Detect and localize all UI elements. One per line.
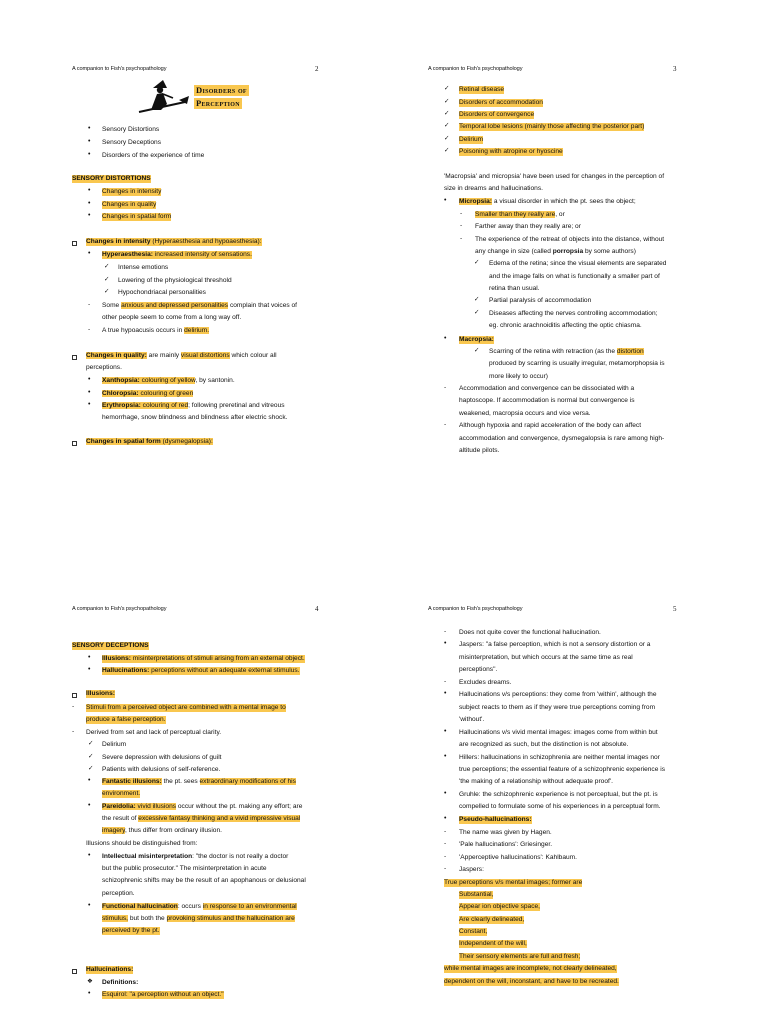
para: produced by scarring is usually irregular, metamorphopsia is <box>489 360 665 367</box>
para: true perceptions; the essential feature of a schizophrenic experience is <box>459 766 665 773</box>
check-item: Temporal lobe lesions (mainly those affecting the posterior part) <box>459 123 645 130</box>
page-3: A companion to Fish's psychopathology 3 ✓ Retinal disease ✓ Disorders of accommodation ✓ Disorders of convergence ✓ Temporal lobe lesions (mainly those affecting the posterior part) ✓ Delirium ✓ Poisoning with atropine or hyoscine 'Macropsia' and micropsia' have been used for changes in the perception of size in dreams and hallucinations. • Micropsia: a visual disorder in which the pt. sees the object; - Smaller than they really are, or - Farther away than they really are; or - The experience of the retreat of objects into the distance, without any change in size (called porropsia by some authors) ✓ Edema of the retina; since the visual elements are separated and the image falls on what is functionally a smaller part of retina than usual. ✓ Partial paralysis of accommodation ✓ Diseases affecting the nerves controlling accommodation; eg. chronic arachnoiditis affecting the optic chiasma. • Macropsia: ✓ Scarring of the retina with retraction (as the distortion produced by scarring is usually irregular, metamorphopsia is more likely to occur) - Accommodation and convergence can be dissociated with a haptoscope. If accommodation is normal but convergence is weakened, macropsia occurs and vice versa. - Although hypoxia and rapid acceleration of the body can affect accommodation and convergence, dysmegalopsia is rare among high- altitude pilots. <box>428 65 677 454</box>
para: perceived by the pt. <box>102 927 160 934</box>
para: the result of excessive fantasy thinking and a vivid impressive visual <box>102 815 301 822</box>
para: True perceptions v/s mental images; former are <box>444 879 583 886</box>
running-header: A companion to Fish's psychopathology <box>72 606 167 612</box>
para: Does not quite cover the functional hallucination. <box>459 629 601 636</box>
page-number: 3 <box>673 65 677 73</box>
page-number: 5 <box>673 605 677 613</box>
para: Jaspers: <box>459 866 484 873</box>
page-5: A companion to Fish's psychopathology 5 - Does not quite cover the functional hallucination. • Jaspers: "a false perception, which is not a sensory distortion or a misinterpretation, but which occurs at the same time as real perceptions". - Excludes dreams. • Hallucinations v/s perceptions: they come from 'within', although the subject reacts to them as if they were true perceptions coming from 'without'. • Hallucinations v/s vivid mental images: images come from within but are recognized as such, but the distinction is not absolute. • Hillers: hallucinations in schizophrenia are neither mental images nor true perceptions; the essential feature of a schizophrenic experience is 'the making of a relationship without adequate proof'. • Gruhle: the schizophrenic experience is not perceptual, but the pt. is compelled to formulate some of his experiences in a perceptual form. • Pseudo-hallucinations: - The name was given by Hagen. - 'Pale hallucinations': Griesinger. - 'Apperceptive hallucinations': Kahlbaum. - Jaspers: True perceptions v/s mental images; former are Substantial, Appear ion objective space, Are clearly delineated, Constant, Independent of the will, Their sensory elements are full and fresh; while mental images are incomplete, not clearly delineated, dependent on the will, inconstant, and have to be recreated. <box>428 605 677 985</box>
list-item: Changes in quality <box>102 201 157 208</box>
para: Hillers: hallucinations in schizophrenia are neither mental images nor <box>459 754 660 761</box>
para: compelled to formulate some of his experiences in a perceptual form. <box>459 803 661 810</box>
intro-item: Disorders of the experience of time <box>102 152 205 159</box>
check-item: Disorders of accommodation <box>459 99 543 106</box>
title-line-1: Disorders of <box>196 85 247 95</box>
para: Erythropsia: colouring of red; following preretinal and vitreous <box>102 402 285 409</box>
para: but the public prosecutor." The misinterpretation in acute <box>102 865 267 872</box>
para: imagery, thus differ from ordinary illusion. <box>102 827 222 834</box>
check-item: Hypochondriacal personalities <box>118 289 206 296</box>
para: Intellectual misinterpretation: "the doctor is not really a doctor <box>102 853 289 860</box>
check-item: Retinal disease <box>459 86 505 93</box>
para: Definitions: <box>102 979 139 986</box>
para: subject reacts to them as if they were true perceptions coming from <box>459 704 656 711</box>
para: hemorrhage, snow blindness and blindness after electric shock. <box>102 414 288 421</box>
para: Illusions should be distinguished from: <box>86 840 198 847</box>
check-item: Poisoning with atropine or hyoscine <box>459 148 563 155</box>
para: haptoscope. If accommodation is normal but convergence is <box>459 397 635 404</box>
section-heading: SENSORY DISTORTIONS <box>72 175 151 182</box>
list-item: Changes in spatial form <box>102 213 172 220</box>
para: Changes in spatial form (dysmegalopsia): <box>86 438 213 445</box>
running-header: A companion to Fish's psychopathology <box>72 66 167 72</box>
para: schizophrenic shifts may be the result of an apophanous or delusional <box>102 877 306 884</box>
para: Pareidolia: vivid illusions occur without the pt. making any effort; are <box>102 803 303 810</box>
page-number: 2 <box>315 65 319 73</box>
running-header: A companion to Fish's psychopathology <box>428 66 523 72</box>
para: 'without'. <box>459 716 485 723</box>
list-item: Appear ion objective space, <box>459 903 541 910</box>
para: more likely to occur) <box>489 373 548 380</box>
para: Scarring of the retina with retraction (as the distortion <box>489 348 644 355</box>
list-item: Changes in intensity <box>102 188 162 195</box>
para: Changes in intensity (Hyperaesthesia and hypoaesthesia): <box>86 238 262 245</box>
check-item: Severe depression with delusions of guilt <box>102 754 222 761</box>
para: A true hypoacusis occurs in delirium. <box>102 327 210 334</box>
para: Jaspers: "a false perception, which is not a sensory distortion or a <box>459 641 651 648</box>
para: Although hypoxia and rapid acceleration of the body can affect <box>459 422 642 429</box>
para: size in dreams and hallucinations. <box>444 185 543 192</box>
para: are recognized as such, but the distinction is not absolute. <box>459 741 629 748</box>
para: Excludes dreams. <box>459 679 512 686</box>
para: Farther away than they really are; or <box>475 223 581 230</box>
page-4: A companion to Fish's psychopathology 4 SENSORY DECEPTIONS • Illusions: misinterpretations of stimuli arising from an external object. • Hallucinations: perceptions without an adequate external stimulus. Illusions: - Stimuli from a perceived object are combined with a mental image to produce a false perception. - Derived from set and lack of perceptual clarity. ✓ Delirium ✓ Severe depression with delusions of guilt ✓ Patients with delusions of self-reference. • Fantastic illusions: the pt. sees extraordinary modifications of his environment. • Pareidolia: vivid illusions occur without the pt. making any effort; are the result of excessive fantasy thinking and a vivid impressive visual imagery, thus differ from ordinary illusion. Illusions should be distinguished from: • Intellectual misinterpretation: "the doctor is not really a doctor but the public prosecutor." The misinterpretation in acute schizophrenic shifts may be the result of an apophanous or delusional perception. • Functional hallucination: occurs in response to an environmental stimulus, but both the provoking stimulus and the hallucination are perceived by the pt. Hallucinations: ❖ Definitions: • Esquirol: "a perception without an object." <box>72 605 319 998</box>
para: and the image falls on what is functionally a smaller part of <box>489 273 660 280</box>
check-item: Patients with delusions of self-reference. <box>102 766 221 773</box>
para: Accommodation and convergence can be dissociated with a <box>459 385 635 392</box>
para: 'Pale hallucinations': Griesinger. <box>459 841 553 848</box>
para: Illusions: <box>86 690 115 697</box>
para: eg. chronic arachnoiditis affecting the optic chiasma. <box>489 322 642 329</box>
para: 'the making of a relationship without adequate proof'. <box>459 778 613 785</box>
para: perceptions". <box>459 666 498 673</box>
para: produce a false perception. <box>86 716 166 723</box>
running-header: A companion to Fish's psychopathology <box>428 606 523 612</box>
check-item: Delirium <box>459 136 484 143</box>
para: perception. <box>102 890 135 897</box>
check-item: Disorders of convergence <box>459 111 535 118</box>
para: 'Apperceptive hallucinations': Kahlbaum. <box>459 854 577 861</box>
para: Derived from set and lack of perceptual clarity. <box>86 729 222 736</box>
intro-item: Sensory Deceptions <box>102 139 162 146</box>
list-item: Their sensory elements are full and fresh; <box>459 953 581 960</box>
para: Pseudo-hallucinations: <box>459 816 532 823</box>
page-2: A companion to Fish's psychopathology 2 Disorders of Perception • Sensory Distortions • Sensory Deceptions • Disorders of the experience of time SENSORY DISTORTIONS • Changes in intensity • Changes in quality • Changes in spatial form Changes in intensity (Hyperaesthesia and hypoaesthesia): • Hyperaesthesia: increased intensity of sensations. ✓ Intense emotions ✓ Lowering of the physiological threshold ✓ Hypochondriacal personalities - Some anxious and depressed personalities complain that voices of other people seem to come from a long way off. - A true hypoacusis occurs in delirium. Changes in quality: are mainly visual distortions which colour all perceptions. • Xanthopsia: colouring of yellow, by santonin. • Chloropsia: colouring of green • Erythropsia: colouring of red; following preretinal and vitreous hemorrhage, snow blindness and blindness after electric shock. Changes in spatial form (dysmegalopsia): <box>72 65 319 445</box>
para: altitude pilots. <box>459 447 500 454</box>
para: Hyperaesthesia: increased intensity of sensations. <box>102 251 252 258</box>
para: Hallucinations: <box>86 966 134 973</box>
para: Xanthopsia: colouring of yellow, by santonin. <box>102 377 235 384</box>
check-item: Lowering of the physiological threshold <box>118 277 232 284</box>
para: Edema of the retina; since the visual elements are separated <box>489 260 667 267</box>
para: retina than usual. <box>489 285 540 292</box>
para: any change in size (called porropsia by some authors) <box>475 248 636 255</box>
para: perceptions. <box>86 364 122 371</box>
check-item: Intense emotions <box>118 264 169 271</box>
check-item: Delirium <box>102 741 127 748</box>
para: other people seem to come from a long way off. <box>102 314 242 321</box>
para: Hallucinations v/s vivid mental images: images come from within but <box>459 729 658 736</box>
para: Smaller than they really are, or <box>475 211 565 218</box>
list-item: Substantial, <box>459 891 494 898</box>
para: Gruhle: the schizophrenic experience is not perceptual, but the pt. is <box>459 791 658 798</box>
para: Hallucinations: perceptions without an adequate external stimulus. <box>102 667 300 674</box>
para: Stimuli from a perceived object are combined with a mental image to <box>86 704 286 711</box>
para: Esquirol: "a perception without an object." <box>102 991 224 998</box>
para: 'Macropsia' and micropsia' have been used for changes in the perception of <box>444 173 665 180</box>
para: Illusions: misinterpretations of stimuli arising from an external object. <box>102 655 305 662</box>
para: Chloropsia: colouring of green <box>102 390 194 397</box>
para: Macropsia: <box>459 336 494 343</box>
para: dependent on the will, inconstant, and have to be recreated. <box>444 978 619 985</box>
para: Functional hallucination: occurs in response to an environmental <box>102 903 297 910</box>
para: Micropsia: a visual disorder in which the pt. sees the object; <box>459 198 636 205</box>
para: The experience of the retreat of objects into the distance, without <box>475 236 665 243</box>
page-number: 4 <box>315 605 319 613</box>
para: Partial paralysis of accommodation <box>489 297 592 304</box>
para: Some anxious and depressed personalities complain that voices of <box>102 302 298 309</box>
para: Changes in quality: are mainly visual distortions which colour all <box>86 352 277 359</box>
para: misinterpretation, but which occurs at the same time as real <box>459 654 633 661</box>
section-heading: SENSORY DECEPTIONS <box>72 642 149 649</box>
para: The name was given by Hagen. <box>459 829 552 836</box>
para: stimulus, but both the provoking stimulus and the hallucination are <box>102 915 295 922</box>
para: Diseases affecting the nerves controlling accommodation; <box>489 310 658 317</box>
title-line-2: Perception <box>196 98 240 108</box>
para: environment. <box>102 790 141 797</box>
para: accommodation and convergence, dysmegalopsia is rare among high- <box>459 435 665 442</box>
list-item: Are clearly delineated, <box>459 916 525 923</box>
para: while mental images are incomplete, not clearly delineated, <box>444 965 617 972</box>
para: weakened, macropsia occurs and vice versa. <box>459 410 591 417</box>
list-item: Independent of the will, <box>459 940 527 947</box>
list-item: Constant, <box>459 928 488 935</box>
para: Fantastic illusions: the pt. sees extraordinary modifications of his <box>102 778 296 785</box>
para: Hallucinations v/s perceptions: they come from 'within', although the <box>459 691 657 698</box>
intro-item: Sensory Distortions <box>102 126 160 133</box>
witch-icon <box>133 80 191 116</box>
